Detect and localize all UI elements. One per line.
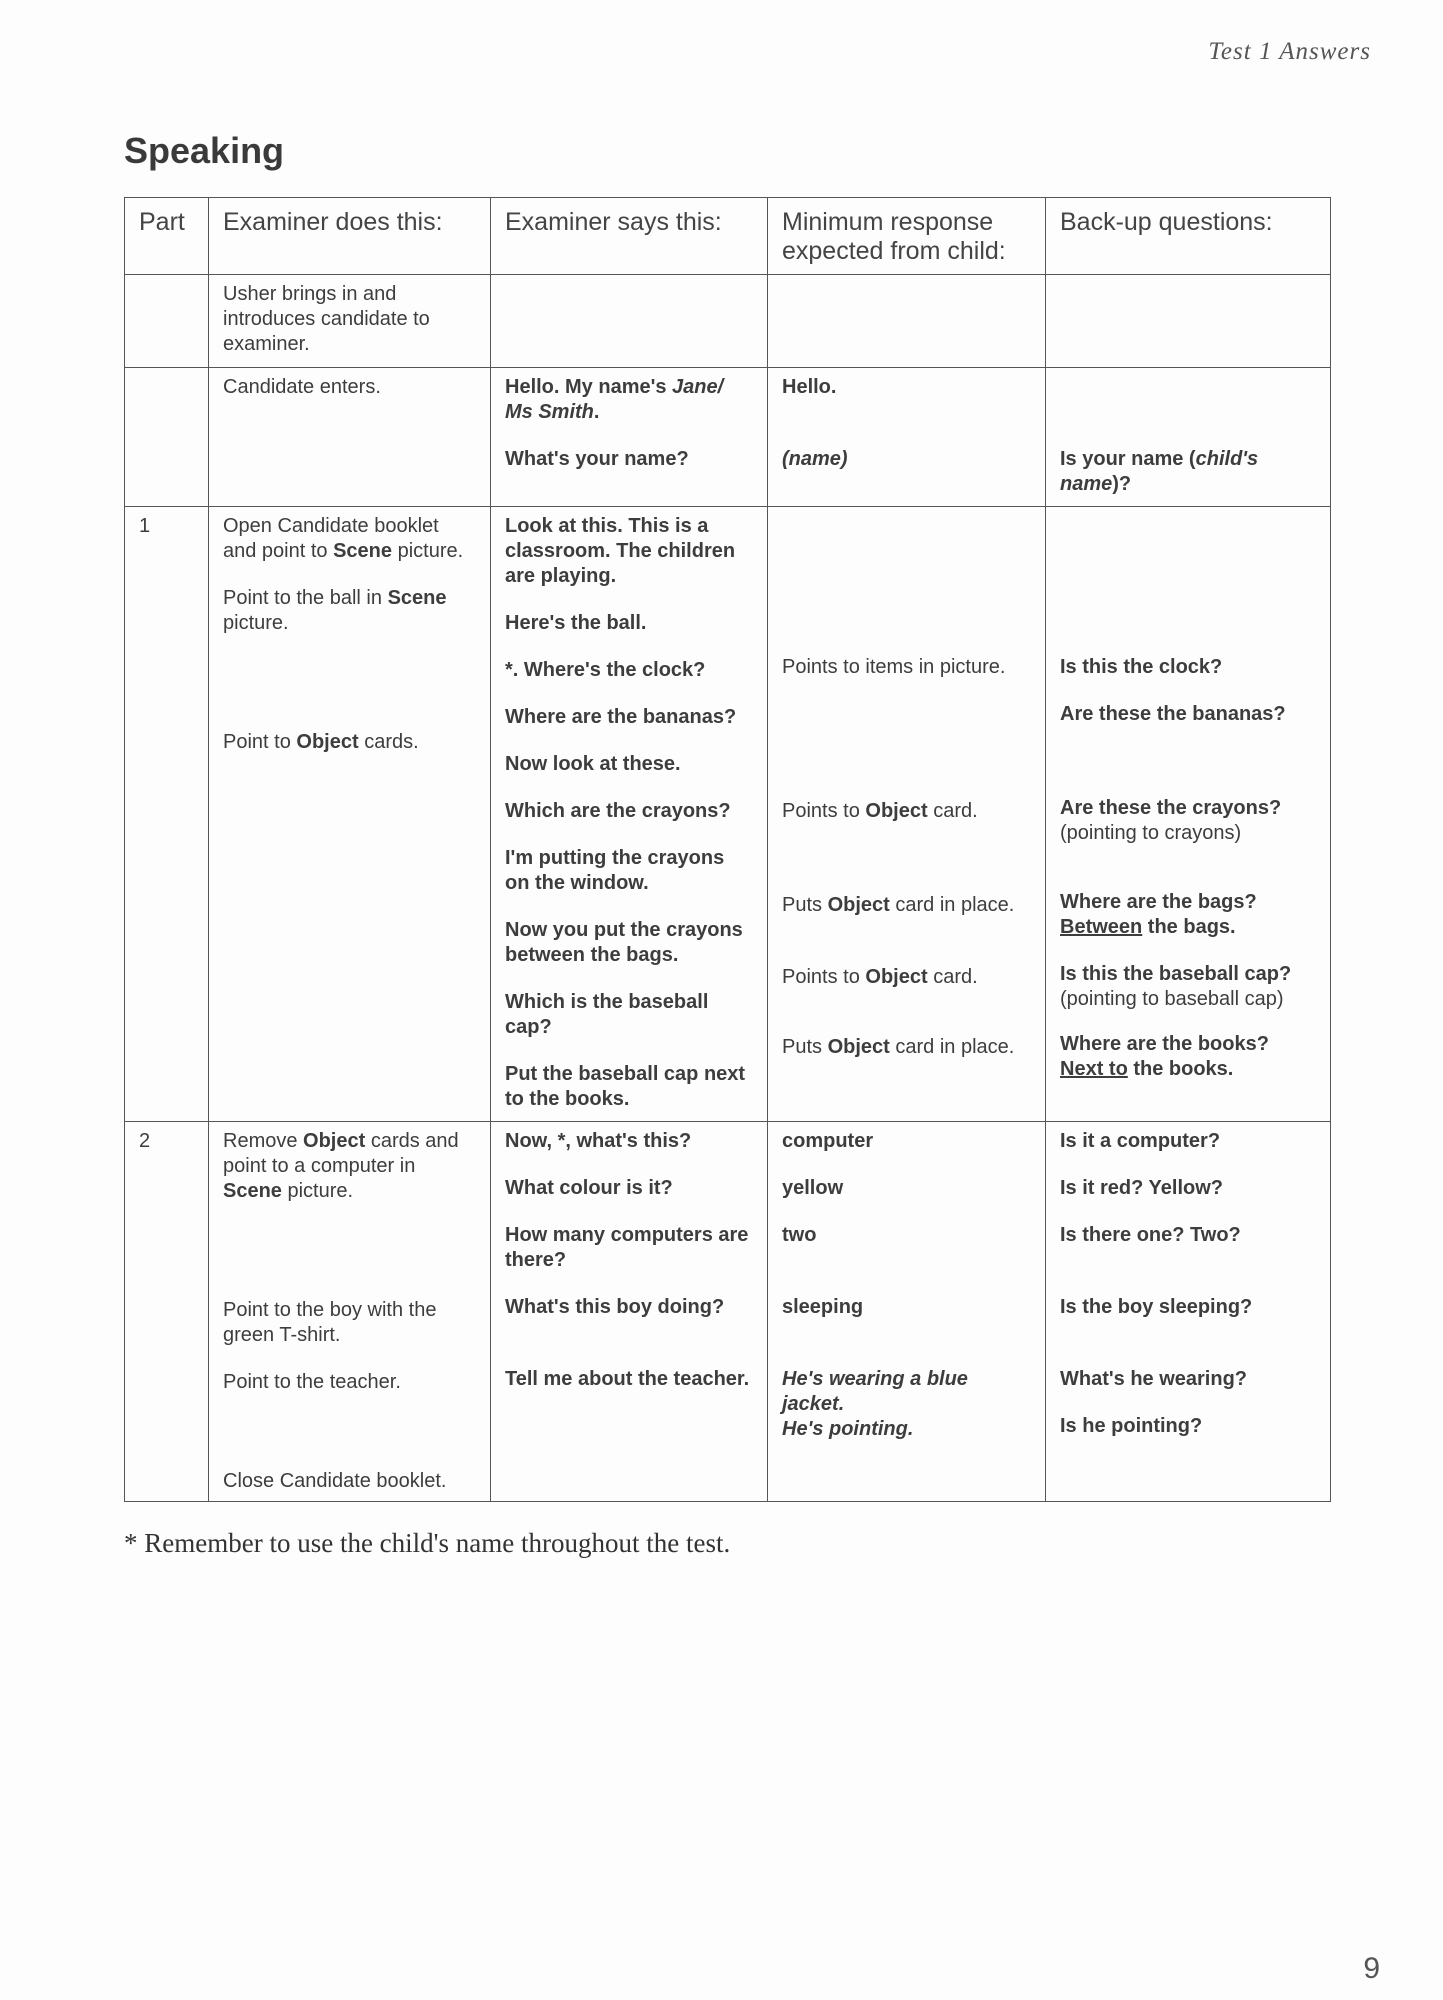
- cell-response: [768, 368, 1046, 507]
- cell-part: [125, 368, 209, 507]
- cell-says: [491, 368, 768, 507]
- speaking-table: [124, 197, 1331, 1502]
- backup-item: Where are the books?: [1060, 1033, 1269, 1055]
- cell-response: [768, 275, 1046, 368]
- backup-item: Is he pointing?: [1060, 1415, 1203, 1437]
- cell-part: 2: [125, 1122, 209, 1502]
- cell-says: [491, 275, 768, 368]
- says-item: What colour is it?: [505, 1177, 673, 1199]
- says-item: I'm putting the crayons on the window.: [505, 847, 725, 894]
- response-item: (name): [782, 448, 848, 470]
- does-item: Remove Object cards and point to a computer in Scene picture.: [223, 1130, 459, 1202]
- backup-item: Is it red? Yellow?: [1060, 1177, 1224, 1199]
- does-text: Usher brings in and introduces candidate to examiner.: [223, 283, 430, 355]
- cell-backup: [1046, 507, 1331, 1122]
- backup-item: (pointing to crayons): [1060, 822, 1242, 844]
- says-item: Where are the bananas?: [505, 706, 737, 728]
- says-item: *. Where's the clock?: [505, 659, 706, 681]
- cell-does: [209, 368, 491, 507]
- table-header-row: [125, 198, 1331, 275]
- does-text: Candidate enters.: [223, 376, 381, 398]
- cell-backup: [1046, 1122, 1331, 1502]
- backup-item: Is the boy sleeping?: [1060, 1296, 1253, 1318]
- cell-response: [768, 507, 1046, 1122]
- does-item: Point to Object cards.: [223, 731, 419, 753]
- cell-part: [125, 275, 209, 368]
- backup-item: Are these the bananas?: [1060, 703, 1286, 725]
- backup-item: Are these the crayons?: [1060, 797, 1282, 819]
- response-item: Points to items in picture.: [782, 656, 1006, 678]
- header-examiner-says: Examiner says this:: [491, 198, 768, 275]
- cell-says: [491, 507, 768, 1122]
- response-item: Puts Object card in place.: [782, 894, 1015, 916]
- running-head: Test 1 Answers: [1208, 38, 1371, 65]
- response-item: Points to Object card.: [782, 966, 978, 988]
- backup-item: Next to the books.: [1060, 1058, 1234, 1080]
- backup-item: Where are the bags?: [1060, 891, 1257, 913]
- cell-says: [491, 1122, 768, 1502]
- does-item: Open Candidate booklet and point to Scene picture.: [223, 515, 464, 562]
- says-item: Look at this. This is a classroom. The children are playing.: [505, 515, 736, 587]
- response-item: He's wearing a blue jacket.: [782, 1368, 968, 1415]
- backup-item: What's he wearing?: [1060, 1368, 1248, 1390]
- says-item: What's your name?: [505, 448, 689, 470]
- backup-item: Between the bags.: [1060, 916, 1236, 938]
- table-row: [125, 507, 1331, 1122]
- response-item: Puts Object card in place.: [782, 1036, 1015, 1058]
- response-item: computer: [782, 1130, 874, 1152]
- says-item: Put the baseball cap next to the books.: [505, 1063, 746, 1110]
- cell-backup: [1046, 368, 1331, 507]
- cell-does: [209, 507, 491, 1122]
- says-item: Now look at these.: [505, 753, 681, 775]
- response-item: two: [782, 1224, 817, 1246]
- header-minimum-response: Minimum response expected from child:: [768, 198, 1046, 275]
- header-part: Part: [125, 198, 209, 275]
- section-title: Speaking: [124, 130, 285, 171]
- does-item: Close Candidate booklet.: [223, 1470, 447, 1492]
- backup-item: Is it a computer?: [1060, 1130, 1221, 1152]
- says-item: What's this boy doing?: [505, 1296, 725, 1318]
- does-item: Point to the teacher.: [223, 1371, 401, 1393]
- does-item: Point to the boy with the green T-shirt.: [223, 1299, 437, 1346]
- cell-part: 1: [125, 507, 209, 1122]
- cell-backup: [1046, 275, 1331, 368]
- footnote: * Remember to use the child's name throughout the test.: [124, 1528, 731, 1558]
- response-item: Hello.: [782, 376, 837, 398]
- header-backup-questions: Back-up questions:: [1046, 198, 1331, 275]
- backup-item: Is this the baseball cap?: [1060, 963, 1292, 985]
- backup-item: Is your name (child's name)?: [1060, 448, 1259, 495]
- backup-item: Is there one? Two?: [1060, 1224, 1241, 1246]
- does-item: Point to the ball in Scene picture.: [223, 587, 447, 634]
- backup-item: Is this the clock?: [1060, 656, 1223, 678]
- page-number: 9: [1363, 1952, 1380, 1985]
- cell-response: [768, 1122, 1046, 1502]
- response-item: He's pointing.: [782, 1418, 914, 1440]
- table-row: [125, 368, 1331, 507]
- response-item: sleeping: [782, 1296, 864, 1318]
- cell-does: [209, 275, 491, 368]
- table-row: [125, 275, 1331, 368]
- says-item: Here's the ball.: [505, 612, 647, 634]
- says-item: Hello. My name's Jane/ Ms Smith.: [505, 376, 724, 423]
- says-item: Tell me about the teacher.: [505, 1368, 750, 1390]
- cell-does: [209, 1122, 491, 1502]
- says-item: How many computers are there?: [505, 1224, 749, 1271]
- says-item: Now, *, what's this?: [505, 1130, 692, 1152]
- says-item: Which is the baseball cap?: [505, 991, 709, 1038]
- response-item: yellow: [782, 1177, 844, 1199]
- header-examiner-does: Examiner does this:: [209, 198, 491, 275]
- response-item: Points to Object card.: [782, 800, 978, 822]
- says-item: Now you put the crayons between the bags.: [505, 919, 743, 966]
- backup-item: (pointing to baseball cap): [1060, 988, 1284, 1010]
- says-item: Which are the crayons?: [505, 800, 731, 822]
- table-row: [125, 1122, 1331, 1502]
